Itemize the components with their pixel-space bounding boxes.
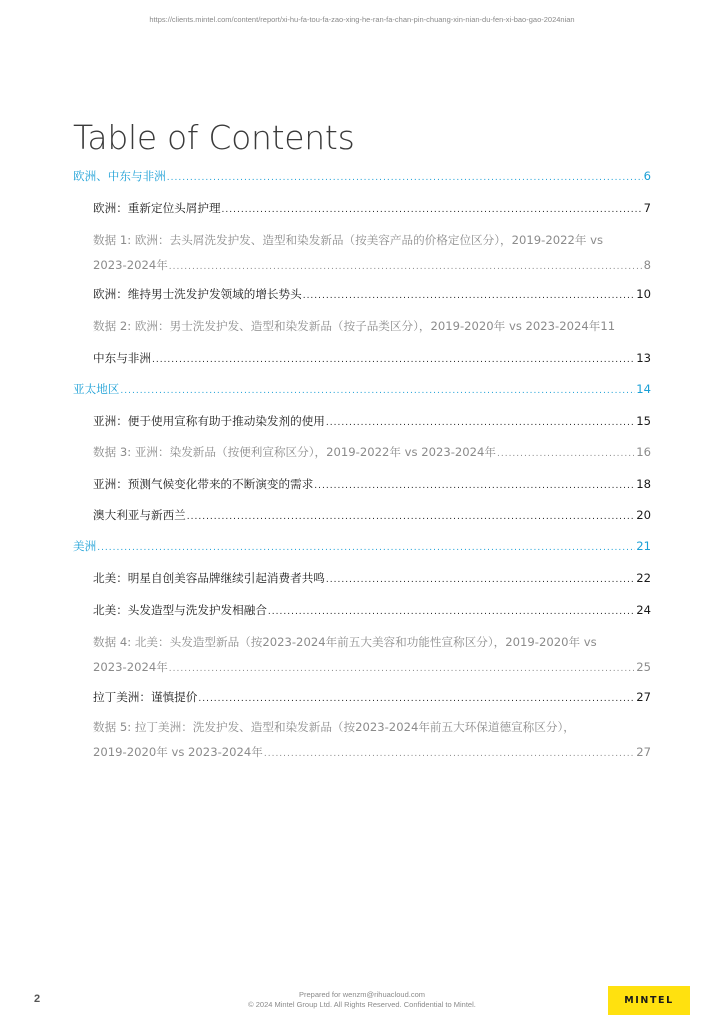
toc-page-number: 20 [636,508,651,522]
toc-label-line1: 数据 4: 北美：头发造型新品（按2023-2024年前五大美容和功能性宣称区分），2019-2020年 vs [93,635,597,649]
toc-entry-europe-dandruff[interactable] [93,196,651,223]
toc-entry-mea[interactable] [93,346,651,373]
toc-figure-1[interactable] [93,228,651,280]
toc-label: 欧洲：重新定位头屑护理 [93,201,221,215]
toc-page-number: 24 [636,603,651,617]
dot-leader [268,600,635,625]
toc-label: 亚洲：预测气候变化带来的不断演变的需求 [93,477,314,491]
dot-leader [264,742,635,767]
dot-leader [152,348,635,373]
page-number: 2 [34,993,41,1005]
toc-label: 数据 2: 欧洲：男士洗发护发、造型和染发新品（按子品类区分），2019-2020年 vs 2023-2024年 [93,319,601,333]
toc-entry-asia-climate[interactable] [93,472,651,499]
toc-label: 美洲 [73,539,97,553]
toc-label: 亚洲：便于使用宣称有助于推动染发剂的使用 [93,414,325,428]
toc-page-number: 10 [636,287,651,301]
toc-label-line1: 数据 5: 拉丁美洲：洗发护发、造型和染发新品（按2023-2024年前五大环保道德宣称区分）， [93,720,575,734]
toc-label: 数据 3: 亚洲：染发新品（按便利宣称区分），2019-2022年 vs 2023-2024年 [93,445,496,459]
dot-leader [326,411,635,436]
toc-section-europe[interactable] [73,164,651,191]
toc-page-number: 15 [636,414,651,428]
toc-page-number: 25 [636,660,651,674]
toc-entry-anz[interactable] [93,503,651,530]
toc-label: 北美：头发造型与洗发护发相融合 [93,603,267,617]
dot-leader [497,442,635,467]
dot-leader [198,687,635,712]
toc-label: 亚太地区 [73,382,120,396]
brand-name: MINTEL [624,995,674,1006]
dot-leader [326,568,635,593]
toc-figure-2[interactable] [93,314,651,339]
toc-entry-latam[interactable] [93,685,651,712]
toc-label-line2: 2023-2024年 [93,258,168,272]
toc-label: 澳大利亚与新西兰 [93,508,186,522]
dot-leader [303,284,636,309]
prepared-for-text: Prepared for wenzm@rihuacloud.com [298,990,425,999]
toc-label: 欧洲：维持男士洗发护发领域的增长势头 [93,287,302,301]
page-url: https://clients.mintel.com/content/report/xi-hu-fa-tou-fa-zao-xing-he-ran-fa-chan-pin-chuang-xin-nian-du-fen-xi-bao-gao-2024nian [149,15,575,24]
toc-page-number: 7 [643,201,651,215]
copyright-text: © 2024 Mintel Group Ltd. All Rights Reserved. Confidential to Mintel. [248,1000,476,1009]
toc-entry-na-celebrity[interactable] [93,566,651,593]
toc-figure-4[interactable] [93,630,651,682]
toc-label-line2: 2023-2024年 [93,660,168,674]
dot-leader [167,166,643,191]
toc-entry-europe-men[interactable] [93,282,651,309]
toc-page-number: 27 [636,745,651,759]
mintel-logo [608,986,690,1015]
toc-page-number: 21 [636,539,651,553]
toc-label: 中东与非洲 [93,351,151,365]
toc-section-apac[interactable] [73,377,651,404]
toc-figure-5[interactable] [93,715,651,767]
toc-page-number: 13 [636,351,651,365]
toc-entry-asia-hair-dye[interactable] [93,409,651,436]
toc-page-number: 8 [643,258,651,272]
toc-page-number: 18 [636,477,651,491]
toc-label-line2: 2019-2020年 vs 2023-2024年 [93,745,263,759]
dot-leader [222,198,643,223]
toc-figure-3[interactable] [93,440,651,467]
toc-label: 拉丁美洲：谨慎提价 [93,690,198,704]
dot-leader [314,474,635,499]
toc-page-number: 22 [636,571,651,585]
toc-section-americas[interactable] [73,534,651,561]
dot-leader [187,505,635,530]
toc-entry-na-styling[interactable] [93,598,651,625]
dot-leader [169,657,635,682]
toc-label-line1: 数据 1: 欧洲：去头屑洗发护发、造型和染发新品（按美容产品的价格定位区分），2019-2022年 vs [93,233,604,247]
toc-label: 欧洲、中东与非洲 [73,169,166,183]
toc-page-number: 27 [636,690,651,704]
page-title: Table of Contents [73,118,355,157]
toc-page-number: 11 [600,319,616,333]
toc-page-number: 14 [636,382,651,396]
toc-label: 北美：明星自创美容品牌继续引起消费者共鸣 [93,571,325,585]
toc-page-number: 16 [636,445,651,459]
dot-leader [97,536,635,561]
toc-page-number: 6 [643,169,651,183]
dot-leader [169,255,643,280]
dot-leader [120,379,635,404]
